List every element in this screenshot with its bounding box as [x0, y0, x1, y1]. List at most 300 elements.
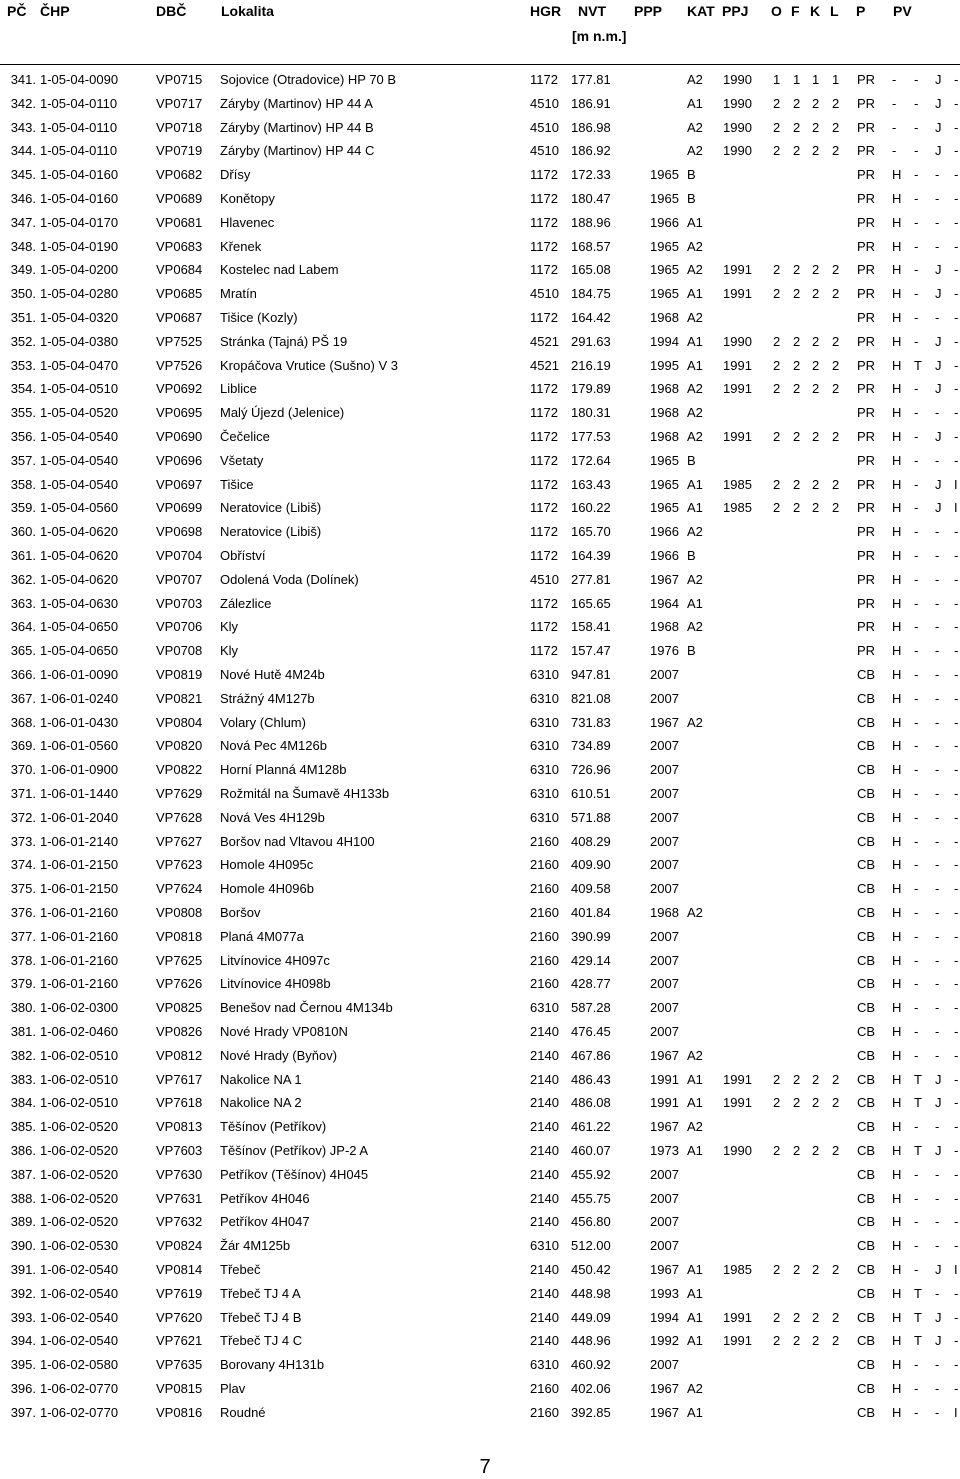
cell-nvt: 610.51 [571, 786, 611, 801]
cell-p-value: CB [857, 905, 876, 920]
cell-p-value: PR [857, 143, 876, 159]
cell-ppp: 2007 [650, 762, 679, 778]
cell-pv-t: - [914, 548, 919, 563]
cell-f-value: 2 [793, 357, 801, 373]
cell-pv-h: H [892, 595, 902, 611]
cell-pv-t: - [914, 524, 919, 540]
table-row [0, 284, 960, 306]
cell-pv-t: - [914, 595, 919, 611]
cell-pv-j: J [935, 286, 942, 302]
table-row [0, 522, 960, 544]
table-row [0, 641, 960, 663]
cell-ppp: 2007 [650, 1000, 679, 1016]
cell-pv-i: - [954, 1000, 959, 1016]
cell-pv-j: - [935, 928, 940, 944]
cell-pv-t: - [914, 214, 919, 230]
cell-pv-h: H [892, 452, 902, 468]
cell-ppp: 1968 [650, 905, 679, 920]
cell-nvt: 401.84 [571, 905, 611, 920]
cell-pv-h: H [892, 1262, 902, 1277]
cell-k-value: 2 [812, 1333, 820, 1349]
cell-pv-i: - [954, 1024, 959, 1039]
cell-pv-h: H [892, 357, 902, 373]
cell-pv-t: - [914, 381, 919, 397]
cell-ppj: 1990 [723, 143, 752, 159]
cell-ppp: 1968 [650, 405, 679, 421]
cell-nvt: 180.47 [571, 191, 611, 206]
cell-hgr: 2140 [530, 1214, 559, 1230]
cell-ppp: 1968 [650, 619, 679, 635]
cell-chp-code: 1-05-04-0560 [40, 500, 119, 516]
cell-chp-code: 1-05-04-0320 [40, 310, 119, 325]
cell-ppp: 2007 [650, 1238, 679, 1254]
cell-pv-t: - [914, 857, 919, 873]
cell-hgr: 2160 [530, 976, 559, 992]
cell-row-number: 389. [10, 1214, 36, 1230]
cell-locality: Boršov [220, 905, 261, 920]
cell-pv-i: I [954, 1404, 958, 1420]
cell-hgr: 4510 [530, 571, 559, 587]
cell-chp-code: 1-06-02-0510 [40, 1095, 119, 1111]
cell-nvt: 726.96 [571, 762, 611, 778]
cell-o-value: 2 [773, 1071, 781, 1087]
cell-pv-h: H [892, 429, 902, 444]
cell-p-value: CB [857, 1000, 876, 1016]
cell-kat: A1 [687, 1404, 703, 1420]
cell-pv-t: T [914, 1333, 922, 1349]
cell-locality: Homole 4H096b [220, 881, 314, 897]
cell-dbc-code: VP7623 [156, 857, 203, 873]
cell-kat: A2 [687, 1381, 703, 1396]
cell-p-value: CB [857, 1095, 876, 1111]
cell-pv-h: H [892, 809, 902, 825]
cell-chp-code: 1-05-04-0540 [40, 476, 119, 492]
cell-pv-h: H [892, 690, 902, 706]
cell-o-value: 2 [773, 143, 781, 159]
cell-l-value: 2 [832, 286, 840, 302]
cell-k-value: 2 [812, 1143, 820, 1158]
cell-pv-h: - [892, 119, 897, 135]
table-row [0, 1260, 960, 1282]
cell-nvt: 186.91 [571, 95, 611, 111]
cell-hgr: 1172 [530, 167, 558, 183]
cell-pv-h: H [892, 571, 902, 587]
cell-dbc-code: VP0699 [156, 500, 203, 516]
table-row [0, 998, 960, 1020]
table-row [0, 974, 960, 996]
cell-pv-j: J [935, 72, 942, 87]
cell-pv-i: - [954, 928, 959, 944]
cell-f-value: 2 [793, 1309, 801, 1325]
cell-kat: A2 [687, 1047, 703, 1063]
cell-p-value: PR [857, 167, 876, 183]
cell-pv-t: - [914, 1262, 919, 1277]
cell-k-value: 2 [812, 95, 820, 111]
cell-nvt: 428.77 [571, 976, 611, 992]
header-divider [0, 64, 960, 65]
cell-locality: Dřísy [220, 167, 251, 183]
cell-dbc-code: VP7617 [156, 1071, 203, 1087]
cell-hgr: 6310 [530, 809, 559, 825]
cell-p-value: CB [857, 952, 876, 968]
cell-nvt: 448.96 [571, 1333, 611, 1349]
cell-o-value: 2 [773, 1309, 781, 1325]
col-header-hgr: HGR [530, 3, 562, 19]
table-header [0, 0, 960, 58]
cell-ppp: 1965 [650, 191, 679, 206]
table-row [0, 855, 960, 877]
cell-k-value: 1 [812, 72, 820, 87]
cell-p-value: CB [857, 1071, 876, 1087]
cell-ppp: 1965 [650, 452, 679, 468]
table-row [0, 736, 960, 758]
cell-dbc-code: VP0684 [156, 262, 203, 278]
cell-pv-j: J [935, 143, 942, 159]
cell-pv-i: I [954, 476, 958, 492]
cell-p-value: CB [857, 976, 876, 992]
cell-pv-i: - [954, 1214, 959, 1230]
cell-ppp: 2007 [650, 1166, 679, 1182]
cell-pv-h: H [892, 976, 902, 992]
cell-p-value: CB [857, 667, 876, 682]
cell-dbc-code: VP0816 [156, 1404, 203, 1420]
table-row [0, 189, 960, 211]
cell-p-value: CB [857, 1143, 876, 1158]
cell-l-value: 2 [832, 1071, 840, 1087]
cell-p-value: CB [857, 1262, 876, 1277]
cell-ppp: 1965 [650, 238, 679, 254]
table-row [0, 451, 960, 473]
cell-f-value: 2 [793, 429, 801, 444]
cell-ppp: 1967 [650, 714, 679, 730]
cell-ppp: 2007 [650, 738, 679, 754]
cell-pv-i: - [954, 1166, 959, 1182]
cell-locality: Neratovice (Libiš) [220, 524, 322, 540]
cell-pv-t: T [914, 357, 922, 373]
cell-pv-i: - [954, 333, 959, 349]
cell-chp-code: 1-06-01-2160 [40, 928, 119, 944]
cell-ppp: 1965 [650, 476, 679, 492]
cell-hgr: 1172 [530, 191, 558, 206]
cell-k-value: 2 [812, 143, 820, 159]
cell-dbc-code: VP0820 [156, 738, 203, 754]
cell-locality: Volary (Chlum) [220, 714, 306, 730]
cell-ppj: 1990 [723, 1143, 752, 1158]
cell-dbc-code: VP0822 [156, 762, 203, 778]
cell-pv-i: - [954, 1071, 959, 1087]
cell-chp-code: 1-05-04-0110 [40, 119, 118, 135]
cell-hgr: 1172 [530, 214, 558, 230]
cell-ppp: 1965 [650, 286, 679, 302]
cell-ppp: 2007 [650, 1357, 679, 1373]
cell-l-value: 2 [832, 429, 840, 444]
cell-pv-i: - [954, 1119, 959, 1135]
cell-locality: Nové Hrady VP0810N [220, 1024, 348, 1039]
cell-locality: Záryby (Martinov) HP 44 B [220, 119, 374, 135]
cell-o-value: 2 [773, 381, 781, 397]
cell-p-value: CB [857, 881, 876, 897]
table-row [0, 403, 960, 425]
table-row [0, 1141, 960, 1163]
cell-pv-i: - [954, 881, 959, 897]
cell-locality: Borovany 4H131b [220, 1357, 325, 1373]
cell-chp-code: 1-06-01-0240 [40, 690, 119, 706]
cell-pv-j: J [935, 1071, 942, 1087]
cell-pv-h: H [892, 286, 902, 302]
cell-ppp: 1991 [650, 1071, 679, 1087]
cell-locality: Obříství [220, 548, 266, 563]
cell-chp-code: 1-06-02-0540 [40, 1262, 119, 1277]
cell-nvt: 460.07 [571, 1143, 611, 1158]
cell-row-number: 357. [10, 452, 36, 468]
cell-ppp: 2007 [650, 667, 679, 682]
cell-pv-i: - [954, 262, 959, 278]
cell-pv-h: H [892, 1190, 902, 1206]
cell-dbc-code: VP7625 [156, 952, 203, 968]
cell-k-value: 2 [812, 262, 820, 278]
cell-locality: Rožmitál na Šumavě 4H133b [220, 786, 390, 801]
cell-pv-j: J [935, 429, 942, 444]
cell-ppp: 1968 [650, 429, 679, 444]
cell-pv-h: H [892, 524, 902, 540]
cell-locality: Plav [220, 1381, 246, 1396]
cell-locality: Boršov nad Vltavou 4H100 [220, 833, 375, 849]
cell-dbc-code: VP7618 [156, 1095, 203, 1111]
cell-hgr: 2160 [530, 1404, 559, 1420]
cell-nvt: 486.43 [571, 1071, 611, 1087]
cell-pv-t: - [914, 905, 919, 920]
cell-pv-h: H [892, 1357, 902, 1373]
cell-chp-code: 1-05-04-0380 [40, 333, 119, 349]
cell-pv-t: - [914, 738, 919, 754]
table-row [0, 1331, 960, 1353]
cell-nvt: 165.08 [571, 262, 611, 278]
cell-ppp: 1967 [650, 1119, 679, 1135]
cell-hgr: 2140 [530, 1262, 559, 1277]
cell-pv-i: - [954, 381, 959, 397]
cell-pv-i: - [954, 619, 959, 635]
cell-pv-i: - [954, 191, 959, 206]
cell-l-value: 2 [832, 143, 840, 159]
cell-dbc-code: VP0687 [156, 310, 203, 325]
cell-nvt: 164.39 [571, 548, 611, 563]
cell-dbc-code: VP0826 [156, 1024, 203, 1039]
cell-pv-j: - [935, 905, 940, 920]
cell-pv-h: H [892, 619, 902, 635]
cell-locality: Petříkov (Těšínov) 4H045 [220, 1166, 369, 1182]
cell-f-value: 2 [793, 333, 801, 349]
cell-chp-code: 1-05-04-0200 [40, 262, 119, 278]
cell-pv-t: - [914, 786, 919, 801]
cell-dbc-code: VP0812 [156, 1047, 203, 1063]
cell-hgr: 1172 [530, 500, 558, 516]
cell-l-value: 1 [832, 72, 840, 87]
cell-ppp: 1967 [650, 1262, 679, 1277]
cell-chp-code: 1-06-02-0300 [40, 1000, 119, 1016]
cell-dbc-code: VP0715 [156, 72, 203, 87]
cell-pv-j: J [935, 119, 942, 135]
cell-pv-h: H [892, 833, 902, 849]
cell-l-value: 2 [832, 1143, 840, 1158]
cell-dbc-code: VP7603 [156, 1143, 203, 1158]
cell-p-value: PR [857, 286, 876, 302]
cell-kat: B [687, 167, 696, 183]
cell-f-value: 2 [793, 381, 801, 397]
cell-ppp: 1965 [650, 262, 679, 278]
cell-pv-j: J [935, 500, 942, 516]
cell-pv-h: H [892, 1214, 902, 1230]
cell-hgr: 1172 [530, 643, 558, 659]
cell-ppp: 2007 [650, 952, 679, 968]
cell-pv-j: - [935, 1357, 940, 1373]
cell-nvt: 184.75 [571, 286, 611, 302]
table-row [0, 927, 960, 949]
cell-ppp: 2007 [650, 833, 679, 849]
table-row [0, 1236, 960, 1258]
cell-l-value: 2 [832, 1262, 840, 1277]
cell-pv-i: - [954, 809, 959, 825]
cell-pv-t: - [914, 262, 919, 278]
cell-ppp: 2007 [650, 1214, 679, 1230]
cell-kat: A1 [687, 214, 703, 230]
cell-hgr: 1172 [530, 405, 558, 421]
cell-ppj: 1991 [723, 1095, 752, 1111]
table-row [0, 1308, 960, 1330]
cell-pv-j: - [935, 857, 940, 873]
cell-row-number: 354. [10, 381, 36, 397]
page-number: 7 [479, 1456, 491, 1478]
cell-pv-i: - [954, 786, 959, 801]
table-row [0, 808, 960, 830]
cell-hgr: 4510 [530, 286, 559, 302]
cell-ppp: 1965 [650, 500, 679, 516]
cell-dbc-code: VP0692 [156, 381, 203, 397]
cell-hgr: 6310 [530, 1238, 559, 1254]
cell-row-number: 375. [10, 881, 36, 897]
cell-dbc-code: VP0825 [156, 1000, 203, 1016]
cell-pv-t: - [914, 1000, 919, 1016]
cell-pv-t: - [914, 1404, 919, 1420]
cell-chp-code: 1-06-02-0520 [40, 1214, 119, 1230]
cell-pv-j: - [935, 952, 940, 968]
cell-dbc-code: VP0708 [156, 643, 203, 659]
cell-ppp: 1995 [650, 357, 679, 373]
table-row [0, 903, 960, 925]
cell-f-value: 2 [793, 95, 801, 111]
cell-locality: Kropáčova Vrutice (Sušno) V 3 [220, 357, 398, 373]
cell-nvt: 163.43 [571, 476, 611, 492]
cell-chp-code: 1-06-01-0900 [40, 762, 119, 778]
cell-pv-t: - [914, 809, 919, 825]
cell-o-value: 2 [773, 500, 781, 516]
col-header-l: L [830, 3, 839, 19]
cell-pv-j: - [935, 405, 940, 421]
cell-nvt: 449.09 [571, 1309, 611, 1325]
cell-f-value: 2 [793, 476, 801, 492]
cell-pv-h: H [892, 1095, 902, 1111]
cell-chp-code: 1-06-02-0540 [40, 1309, 119, 1325]
cell-hgr: 2140 [530, 1190, 559, 1206]
cell-row-number: 350. [10, 286, 36, 302]
cell-pv-j: - [935, 310, 940, 325]
cell-dbc-code: VP0818 [156, 928, 203, 944]
cell-pv-t: - [914, 1357, 919, 1373]
col-header-kat: KAT [687, 3, 715, 19]
table-row [0, 1355, 960, 1377]
cell-ppp: 1976 [650, 643, 679, 659]
cell-pv-j: - [935, 238, 940, 254]
cell-row-number: 341. [10, 72, 36, 87]
cell-p-value: CB [857, 1309, 876, 1325]
col-header-k: K [810, 3, 821, 19]
cell-row-number: 396. [10, 1381, 36, 1396]
cell-pv-h: H [892, 1404, 902, 1420]
cell-locality: Záryby (Martinov) HP 44 C [220, 143, 375, 159]
cell-k-value: 2 [812, 500, 820, 516]
cell-o-value: 2 [773, 476, 781, 492]
cell-row-number: 345. [10, 167, 36, 183]
cell-hgr: 6310 [530, 1000, 559, 1016]
cell-p-value: PR [857, 238, 876, 254]
cell-pv-i: - [954, 643, 959, 659]
cell-pv-t: - [914, 452, 919, 468]
cell-ppp: 1991 [650, 1095, 679, 1111]
cell-p-value: PR [857, 262, 876, 278]
cell-nvt: 734.89 [571, 738, 611, 754]
cell-pv-t: - [914, 1166, 919, 1182]
table-row [0, 879, 960, 901]
cell-kat: A1 [687, 1262, 703, 1277]
cell-locality: Liblice [220, 381, 257, 397]
cell-pv-h: H [892, 905, 902, 920]
cell-dbc-code: VP0690 [156, 429, 203, 444]
cell-row-number: 356. [10, 429, 36, 444]
table-row [0, 498, 960, 520]
cell-kat: A1 [687, 1309, 703, 1325]
cell-chp-code: 1-06-02-0540 [40, 1285, 119, 1301]
cell-nvt: 172.64 [571, 452, 611, 468]
cell-locality: Třebeč [220, 1262, 261, 1277]
cell-p-value: PR [857, 524, 876, 540]
cell-nvt: 450.42 [571, 1262, 611, 1277]
cell-ppj: 1991 [723, 1309, 752, 1325]
cell-p-value: CB [857, 786, 876, 801]
cell-kat: A2 [687, 405, 703, 421]
cell-dbc-code: VP7620 [156, 1309, 203, 1325]
cell-l-value: 2 [832, 500, 840, 516]
cell-pv-j: - [935, 214, 940, 230]
cell-kat: A2 [687, 310, 703, 325]
cell-ppp: 2007 [650, 857, 679, 873]
cell-row-number: 381. [10, 1024, 36, 1039]
cell-p-value: PR [857, 476, 876, 492]
cell-row-number: 382. [10, 1047, 36, 1063]
cell-row-number: 371. [10, 786, 36, 801]
cell-row-number: 394. [10, 1333, 36, 1349]
cell-row-number: 393. [10, 1309, 36, 1325]
cell-kat: A1 [687, 500, 703, 516]
cell-pv-h: H [892, 762, 902, 778]
cell-p-value: CB [857, 690, 876, 706]
cell-p-value: CB [857, 1404, 876, 1420]
cell-pv-j: - [935, 1000, 940, 1016]
cell-nvt: 947.81 [571, 667, 611, 682]
table-row [0, 617, 960, 639]
table-row [0, 832, 960, 854]
cell-dbc-code: VP0815 [156, 1381, 203, 1396]
cell-p-value: PR [857, 643, 876, 659]
cell-kat: B [687, 643, 696, 659]
